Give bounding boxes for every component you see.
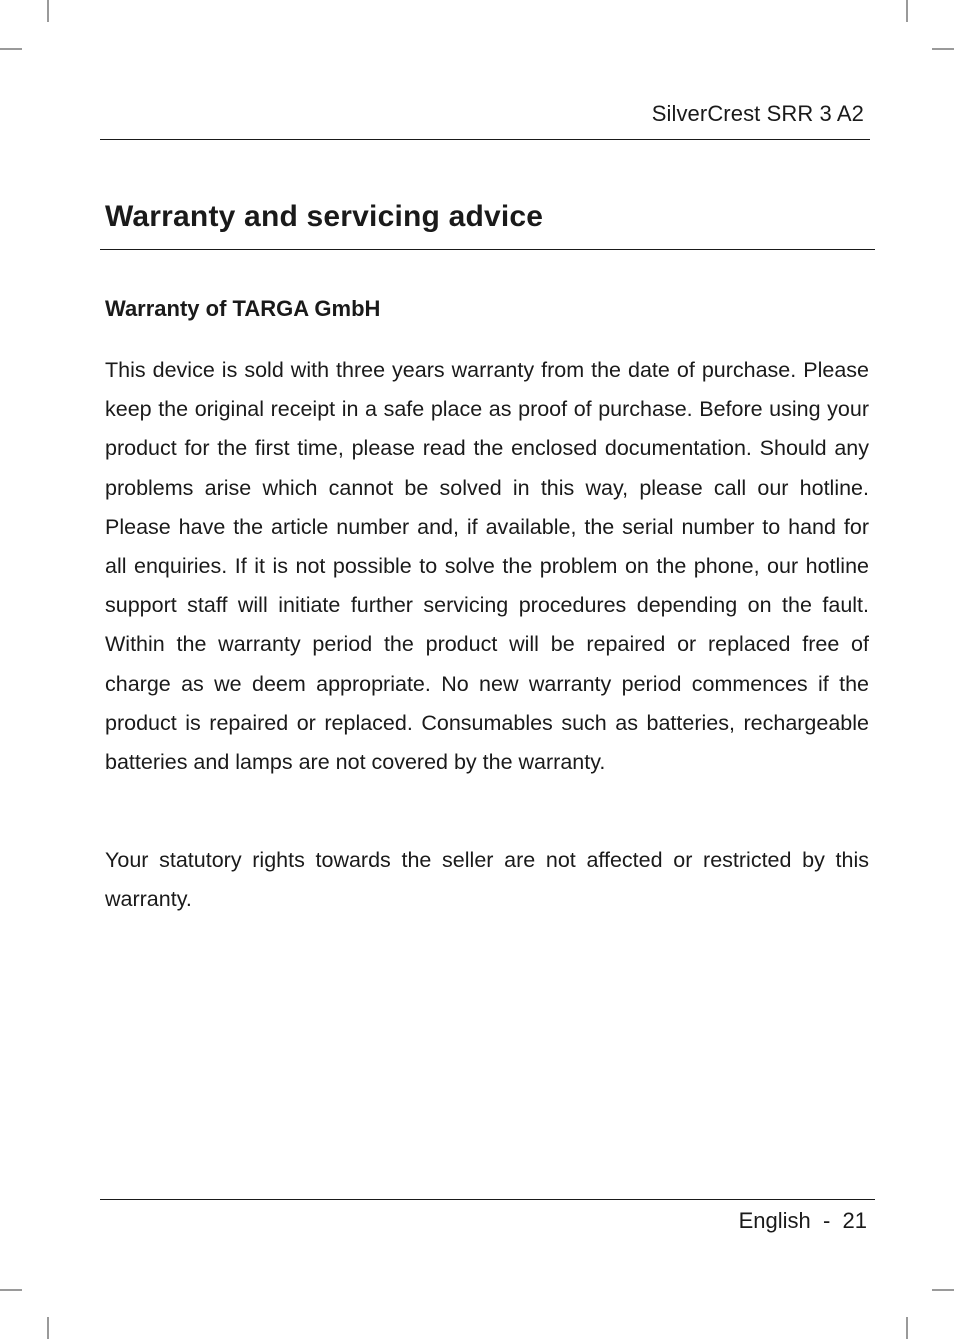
section-title: Warranty and servicing advice: [105, 200, 544, 233]
crop-mark-bottom-left: [47, 1317, 49, 1339]
statutory-rights-paragraph: Your statutory rights towards the seller are not affected or restricted by this warranty.: [105, 848, 869, 912]
running-footer: [100, 1199, 875, 1233]
footer-language: English: [738, 1208, 811, 1233]
crop-mark-bottom-right-h: [932, 1289, 954, 1291]
crop-mark-top-right: [906, 0, 908, 22]
warranty-paragraph: This device is sold with three years warranty from the date of purchase. Please keep the original receipt in a safe place as proof of purchase. Before using your product for the first time, please read the enclosed documentation. Should any problems arise which cannot be solved in this way, please call our hotline. Please have the article number and, if available, the serial number to hand for all enquiries. If it is not possible to solve the problem on the phone, our hotline support staff will initiate further servicing procedures depending on the fault. Within the warranty period the product will be repaired or replaced free of charge as we deem appropriate. No new warranty period commences if the product is repaired or replaced. Consumables such as batteries, rechargeable batteries and lamps are not covered by the warranty.: [105, 358, 869, 775]
footer-separator: -: [822, 1208, 831, 1233]
product-name: SilverCrest SRR 3 A2: [651, 101, 864, 126]
running-header: [100, 99, 870, 140]
crop-mark-top-left-h: [0, 48, 22, 50]
crop-mark-top-left: [47, 0, 49, 22]
crop-mark-top-right-h: [932, 48, 954, 50]
crop-mark-bottom-right: [906, 1317, 908, 1339]
page-number: 21: [842, 1208, 867, 1233]
page-folio: [739, 1208, 867, 1234]
crop-mark-bottom-left-h: [0, 1289, 22, 1291]
section-title-bar: [100, 196, 875, 250]
warranty-subheading: Warranty of TARGA GmbH: [105, 296, 381, 321]
